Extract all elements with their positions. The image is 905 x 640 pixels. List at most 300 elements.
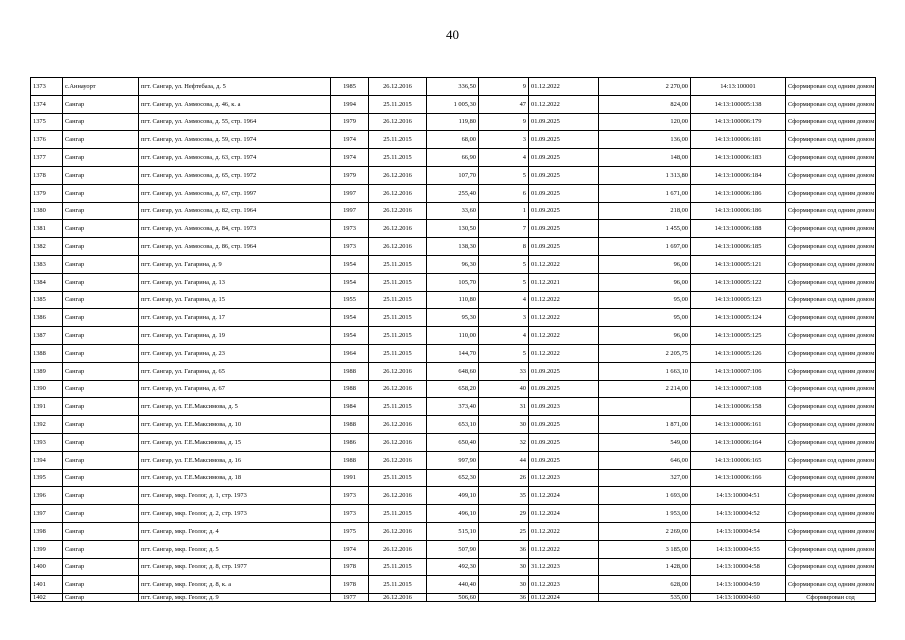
area-cell: 107,70	[427, 166, 479, 184]
cost-cell: 2 270,00	[599, 78, 691, 96]
inclusion-date-cell: 26.12.2016	[369, 220, 427, 238]
units-count-cell: 5	[479, 273, 529, 291]
build-year-cell: 1986	[331, 433, 369, 451]
row-number: 1378	[31, 166, 63, 184]
locality-cell: Сангар	[63, 309, 139, 327]
inclusion-date-cell: 26.12.2016	[369, 540, 427, 558]
locality-cell: Сангар	[63, 149, 139, 167]
cadastral-number-cell: 14:13:100006:184	[691, 166, 786, 184]
row-number: 1394	[31, 451, 63, 469]
cost-cell: 120,00	[599, 113, 691, 131]
area-cell: 1 005,30	[427, 95, 479, 113]
build-year-cell: 1955	[331, 291, 369, 309]
address-cell: пгт. Сангар, ул. Аммосова, д. 59, стр. 1974	[139, 131, 331, 149]
area-cell: 515,10	[427, 522, 479, 540]
table-row	[31, 113, 876, 131]
units-count-cell: 5	[479, 255, 529, 273]
repair-date-cell: 01.12.2024	[529, 487, 599, 505]
area-cell: 66,90	[427, 149, 479, 167]
cadastral-number-cell: 14:13:100006:166	[691, 469, 786, 487]
repair-date-cell: 01.09.2025	[529, 416, 599, 434]
area-cell: 110,80	[427, 291, 479, 309]
row-number: 1383	[31, 255, 63, 273]
table-row	[31, 238, 876, 256]
address-cell: пгт. Сангар, ул. Аммосова, д. 84, стр. 1973	[139, 220, 331, 238]
units-count-cell: 40	[479, 380, 529, 398]
area-cell: 96,30	[427, 255, 479, 273]
row-number: 1387	[31, 327, 63, 345]
table-row	[31, 202, 876, 220]
cadastral-number-cell: 14:13:100004:60	[691, 594, 786, 602]
units-count-cell: 32	[479, 433, 529, 451]
area-cell: 68,00	[427, 131, 479, 149]
inclusion-date-cell: 25.11.2015	[369, 398, 427, 416]
repair-date-cell: 01.12.2022	[529, 95, 599, 113]
locality-cell: Сангар	[63, 113, 139, 131]
cadastral-number-cell: 14:13:100007:108	[691, 380, 786, 398]
repair-date-cell: 01.09.2025	[529, 362, 599, 380]
fund-method-cell: Сформирован сод одним домом	[786, 362, 876, 380]
repair-date-cell: 01.09.2025	[529, 202, 599, 220]
cadastral-number-cell: 14:13:100006:181	[691, 131, 786, 149]
cadastral-number-cell: 14:13:100004:58	[691, 558, 786, 576]
locality-cell: с.Аннауорт	[63, 78, 139, 96]
row-number: 1380	[31, 202, 63, 220]
table-row	[31, 433, 876, 451]
cost-cell: 628,00	[599, 576, 691, 594]
units-count-cell: 30	[479, 558, 529, 576]
repair-date-cell: 01.12.2023	[529, 576, 599, 594]
fund-method-cell: Сформирован сод одним домом	[786, 327, 876, 345]
area-cell: 138,30	[427, 238, 479, 256]
cost-cell: 95,00	[599, 291, 691, 309]
repair-date-cell: 01.12.2022	[529, 291, 599, 309]
fund-method-cell: Сформирован сод одним домом	[786, 309, 876, 327]
repair-date-cell: 01.12.2022	[529, 540, 599, 558]
locality-cell: Сангар	[63, 398, 139, 416]
address-cell: пгт. Сангар, ул. Гагарина, д. 67	[139, 380, 331, 398]
cadastral-number-cell: 14:13:100006:183	[691, 149, 786, 167]
units-count-cell: 5	[479, 166, 529, 184]
fund-method-cell: Сформирован сод одним домом	[786, 131, 876, 149]
cadastral-number-cell: 14:13:100005:122	[691, 273, 786, 291]
fund-method-cell: Сформирован сод одним домом	[786, 78, 876, 96]
cadastral-number-cell: 14:13:100006:185	[691, 238, 786, 256]
repair-date-cell: 01.12.2022	[529, 522, 599, 540]
row-number: 1381	[31, 220, 63, 238]
inclusion-date-cell: 25.11.2015	[369, 95, 427, 113]
area-cell: 507,90	[427, 540, 479, 558]
cadastral-number-cell: 14:13:100005:123	[691, 291, 786, 309]
units-count-cell: 4	[479, 327, 529, 345]
inclusion-date-cell: 25.11.2015	[369, 255, 427, 273]
cadastral-number-cell: 14:13:100007:106	[691, 362, 786, 380]
address-cell: пгт. Сангар, ул. Гагарина, д. 15	[139, 291, 331, 309]
row-number: 1385	[31, 291, 63, 309]
inclusion-date-cell: 26.12.2016	[369, 522, 427, 540]
fund-method-cell: Сформирован сод одним домом	[786, 184, 876, 202]
build-year-cell: 1988	[331, 380, 369, 398]
address-cell: пгт. Сангар, ул. Аммосова, д. 86, стр. 1964	[139, 238, 331, 256]
build-year-cell: 1973	[331, 220, 369, 238]
build-year-cell: 1973	[331, 238, 369, 256]
cost-cell	[599, 398, 691, 416]
cost-cell: 535,00	[599, 594, 691, 602]
build-year-cell: 1978	[331, 576, 369, 594]
repair-date-cell: 01.09.2025	[529, 149, 599, 167]
table-row	[31, 184, 876, 202]
locality-cell: Сангар	[63, 166, 139, 184]
area-cell: 997,90	[427, 451, 479, 469]
build-year-cell: 1994	[331, 95, 369, 113]
locality-cell: Сангар	[63, 540, 139, 558]
table-row	[31, 220, 876, 238]
area-cell: 499,10	[427, 487, 479, 505]
address-cell: пгт. Сангар, мкр. Геолог, д. 4	[139, 522, 331, 540]
cadastral-number-cell: 14:13:100004:52	[691, 505, 786, 523]
cadastral-number-cell: 14:13:100004:51	[691, 487, 786, 505]
table-row	[31, 451, 876, 469]
cadastral-number-cell: 14:13:100004:54	[691, 522, 786, 540]
inclusion-date-cell: 26.12.2016	[369, 487, 427, 505]
table-row	[31, 594, 876, 602]
area-cell: 652,30	[427, 469, 479, 487]
repair-date-cell: 01.09.2025	[529, 220, 599, 238]
address-cell: пгт. Сангар, ул. Г.Е.Максимова, д. 5	[139, 398, 331, 416]
build-year-cell: 1954	[331, 255, 369, 273]
fund-method-cell: Сформирован сод одним домом	[786, 398, 876, 416]
area-cell: 653,10	[427, 416, 479, 434]
area-cell: 110,00	[427, 327, 479, 345]
address-cell: пгт. Сангар, мкр. Геолог, д. 1, стр. 1973	[139, 487, 331, 505]
table-row	[31, 487, 876, 505]
cost-cell: 327,00	[599, 469, 691, 487]
cost-cell: 1 953,00	[599, 505, 691, 523]
inclusion-date-cell: 26.12.2016	[369, 362, 427, 380]
units-count-cell: 4	[479, 149, 529, 167]
row-number: 1384	[31, 273, 63, 291]
address-cell: пгт. Сангар, ул. Аммосова, д. 65, стр. 1972	[139, 166, 331, 184]
build-year-cell: 1979	[331, 113, 369, 131]
address-cell: пгт. Сангар, мкр. Геолог, д. 8, стр. 1977	[139, 558, 331, 576]
fund-method-cell: Сформирован сод	[786, 594, 876, 602]
repair-date-cell: 01.12.2022	[529, 309, 599, 327]
locality-cell: Сангар	[63, 202, 139, 220]
row-number: 1402	[31, 594, 63, 602]
fund-method-cell: Сформирован сод одним домом	[786, 380, 876, 398]
locality-cell: Сангар	[63, 505, 139, 523]
table-row	[31, 291, 876, 309]
fund-method-cell: Сформирован сод одним домом	[786, 487, 876, 505]
cadastral-number-cell: 14:13:100006:165	[691, 451, 786, 469]
cost-cell: 646,00	[599, 451, 691, 469]
fund-method-cell: Сформирован сод одним домом	[786, 238, 876, 256]
fund-method-cell: Сформирован сод одним домом	[786, 149, 876, 167]
inclusion-date-cell: 25.11.2015	[369, 291, 427, 309]
units-count-cell: 26	[479, 469, 529, 487]
units-count-cell: 47	[479, 95, 529, 113]
fund-method-cell: Сформирован сод одним домом	[786, 291, 876, 309]
row-number: 1386	[31, 309, 63, 327]
table-row	[31, 166, 876, 184]
locality-cell: Сангар	[63, 558, 139, 576]
locality-cell: Сангар	[63, 487, 139, 505]
locality-cell: Сангар	[63, 344, 139, 362]
repair-date-cell: 01.09.2025	[529, 451, 599, 469]
repair-date-cell: 01.12.2022	[529, 78, 599, 96]
build-year-cell: 1978	[331, 558, 369, 576]
locality-cell: Сангар	[63, 433, 139, 451]
cost-cell: 2 269,00	[599, 522, 691, 540]
address-cell: пгт. Сангар, мкр. Геолог, д. 5	[139, 540, 331, 558]
units-count-cell: 1	[479, 202, 529, 220]
row-number: 1401	[31, 576, 63, 594]
table-row	[31, 95, 876, 113]
table-row	[31, 344, 876, 362]
fund-method-cell: Сформирован сод одним домом	[786, 505, 876, 523]
repair-date-cell: 01.09.2025	[529, 184, 599, 202]
fund-method-cell: Сформирован сод одним домом	[786, 469, 876, 487]
row-number: 1390	[31, 380, 63, 398]
area-cell: 336,50	[427, 78, 479, 96]
units-count-cell: 9	[479, 78, 529, 96]
area-cell: 373,40	[427, 398, 479, 416]
cost-cell: 1 428,00	[599, 558, 691, 576]
inclusion-date-cell: 25.11.2015	[369, 344, 427, 362]
cost-cell: 96,00	[599, 273, 691, 291]
units-count-cell: 3	[479, 309, 529, 327]
repair-date-cell: 01.09.2025	[529, 238, 599, 256]
inclusion-date-cell: 25.11.2015	[369, 505, 427, 523]
cadastral-number-cell: 14:13:100006:186	[691, 202, 786, 220]
cadastral-number-cell: 14:13:100004:55	[691, 540, 786, 558]
address-cell: пгт. Сангар, ул. Гагарина, д. 19	[139, 327, 331, 345]
inclusion-date-cell: 25.11.2015	[369, 273, 427, 291]
cadastral-number-cell: 14:13:100005:121	[691, 255, 786, 273]
fund-method-cell: Сформирован сод одним домом	[786, 255, 876, 273]
repair-date-cell: 01.12.2022	[529, 327, 599, 345]
units-count-cell: 31	[479, 398, 529, 416]
units-count-cell: 44	[479, 451, 529, 469]
fund-method-cell: Сформирован сод одним домом	[786, 433, 876, 451]
inclusion-date-cell: 26.12.2016	[369, 78, 427, 96]
units-count-cell: 29	[479, 505, 529, 523]
area-cell: 496,10	[427, 505, 479, 523]
units-count-cell: 6	[479, 184, 529, 202]
area-cell: 506,60	[427, 594, 479, 602]
inclusion-date-cell: 26.12.2016	[369, 416, 427, 434]
units-count-cell: 3	[479, 131, 529, 149]
area-cell: 95,30	[427, 309, 479, 327]
build-year-cell: 1988	[331, 451, 369, 469]
inclusion-date-cell: 26.12.2016	[369, 594, 427, 602]
table-row	[31, 416, 876, 434]
row-number: 1397	[31, 505, 63, 523]
row-number: 1377	[31, 149, 63, 167]
inclusion-date-cell: 26.12.2016	[369, 113, 427, 131]
table-row	[31, 540, 876, 558]
row-number: 1373	[31, 78, 63, 96]
locality-cell: Сангар	[63, 451, 139, 469]
build-year-cell: 1974	[331, 540, 369, 558]
row-number: 1395	[31, 469, 63, 487]
inclusion-date-cell: 26.12.2016	[369, 238, 427, 256]
locality-cell: Сангар	[63, 469, 139, 487]
table-row	[31, 558, 876, 576]
build-year-cell: 1985	[331, 78, 369, 96]
table-row	[31, 380, 876, 398]
units-count-cell: 35	[479, 487, 529, 505]
repair-date-cell: 01.09.2023	[529, 398, 599, 416]
table-row	[31, 398, 876, 416]
fund-method-cell: Сформирован сод одним домом	[786, 576, 876, 594]
locality-cell: Сангар	[63, 327, 139, 345]
repair-date-cell: 01.09.2025	[529, 433, 599, 451]
cost-cell: 1 871,00	[599, 416, 691, 434]
table-row	[31, 362, 876, 380]
row-number: 1393	[31, 433, 63, 451]
table-row	[31, 576, 876, 594]
locality-cell: Сангар	[63, 416, 139, 434]
cost-cell: 1 313,80	[599, 166, 691, 184]
cost-cell: 148,00	[599, 149, 691, 167]
address-cell: пгт. Сангар, мкр. Геолог, д. 2, стр. 1973	[139, 505, 331, 523]
cost-cell: 1 693,00	[599, 487, 691, 505]
locality-cell: Сангар	[63, 238, 139, 256]
table-row	[31, 131, 876, 149]
cadastral-number-cell: 14:13:100005:126	[691, 344, 786, 362]
area-cell: 144,70	[427, 344, 479, 362]
cost-cell: 549,00	[599, 433, 691, 451]
cadastral-number-cell: 14:13:100006:179	[691, 113, 786, 131]
cost-cell: 1 697,00	[599, 238, 691, 256]
fund-method-cell: Сформирован сод одним домом	[786, 95, 876, 113]
build-year-cell: 1974	[331, 131, 369, 149]
table-row	[31, 505, 876, 523]
units-count-cell: 25	[479, 522, 529, 540]
build-year-cell: 1984	[331, 398, 369, 416]
cadastral-number-cell: 14:13:100006:161	[691, 416, 786, 434]
cadastral-number-cell: 14:13:100004:59	[691, 576, 786, 594]
fund-method-cell: Сформирован сод одним домом	[786, 522, 876, 540]
address-cell: пгт. Сангар, ул. Г.Е.Максимова, д. 15	[139, 433, 331, 451]
row-number: 1396	[31, 487, 63, 505]
repair-date-cell: 01.09.2025	[529, 166, 599, 184]
address-cell: пгт. Сангар, мкр. Геолог, д. 9	[139, 594, 331, 602]
build-year-cell: 1988	[331, 362, 369, 380]
address-cell: пгт. Сангар, ул. Аммосова, д. 63, стр. 1974	[139, 149, 331, 167]
inclusion-date-cell: 26.12.2016	[369, 184, 427, 202]
table-row	[31, 327, 876, 345]
row-number: 1374	[31, 95, 63, 113]
row-number: 1376	[31, 131, 63, 149]
inclusion-date-cell: 26.12.2016	[369, 166, 427, 184]
address-cell: пгт. Сангар, ул. Гагарина, д. 13	[139, 273, 331, 291]
repair-date-cell: 01.12.2024	[529, 505, 599, 523]
table-row	[31, 309, 876, 327]
build-year-cell: 1991	[331, 469, 369, 487]
build-year-cell: 1954	[331, 273, 369, 291]
cost-cell: 3 185,00	[599, 540, 691, 558]
locality-cell: Сангар	[63, 273, 139, 291]
units-count-cell: 4	[479, 291, 529, 309]
units-count-cell: 5	[479, 344, 529, 362]
area-cell: 492,30	[427, 558, 479, 576]
build-year-cell: 1973	[331, 487, 369, 505]
build-year-cell: 1975	[331, 522, 369, 540]
area-cell: 130,50	[427, 220, 479, 238]
area-cell: 650,40	[427, 433, 479, 451]
fund-method-cell: Сформирован сод одним домом	[786, 273, 876, 291]
locality-cell: Сангар	[63, 291, 139, 309]
inclusion-date-cell: 25.11.2015	[369, 558, 427, 576]
locality-cell: Сангар	[63, 362, 139, 380]
row-number: 1379	[31, 184, 63, 202]
cadastral-number-cell: 14:13:100001	[691, 78, 786, 96]
units-count-cell: 9	[479, 113, 529, 131]
inclusion-date-cell: 26.12.2016	[369, 451, 427, 469]
repair-date-cell: 01.09.2025	[529, 131, 599, 149]
build-year-cell: 1988	[331, 416, 369, 434]
inclusion-date-cell: 26.12.2016	[369, 380, 427, 398]
units-count-cell: 36	[479, 594, 529, 602]
address-cell: пгт. Сангар, ул. Аммосова, д. 67, стр. 1997	[139, 184, 331, 202]
address-cell: пгт. Сангар, ул. Аммосова, д. 46, к. а	[139, 95, 331, 113]
area-cell: 648,60	[427, 362, 479, 380]
table-body	[31, 78, 876, 602]
row-number: 1388	[31, 344, 63, 362]
housing-registry-table	[30, 77, 876, 602]
table-row	[31, 255, 876, 273]
cost-cell: 96,00	[599, 327, 691, 345]
locality-cell: Сангар	[63, 594, 139, 602]
area-cell: 105,70	[427, 273, 479, 291]
build-year-cell: 1964	[331, 344, 369, 362]
build-year-cell: 1979	[331, 166, 369, 184]
cost-cell: 96,00	[599, 255, 691, 273]
locality-cell: Сангар	[63, 576, 139, 594]
cost-cell: 824,00	[599, 95, 691, 113]
row-number: 1392	[31, 416, 63, 434]
repair-date-cell: 01.12.2023	[529, 469, 599, 487]
row-number: 1389	[31, 362, 63, 380]
inclusion-date-cell: 25.11.2015	[369, 309, 427, 327]
inclusion-date-cell: 25.11.2015	[369, 327, 427, 345]
build-year-cell: 1977	[331, 594, 369, 602]
fund-method-cell: Сформирован сод одним домом	[786, 113, 876, 131]
fund-method-cell: Сформирован сод одним домом	[786, 202, 876, 220]
cost-cell: 1 455,00	[599, 220, 691, 238]
fund-method-cell: Сформирован сод одним домом	[786, 558, 876, 576]
repair-date-cell: 01.12.2024	[529, 594, 599, 602]
fund-method-cell: Сформирован сод одним домом	[786, 416, 876, 434]
locality-cell: Сангар	[63, 131, 139, 149]
area-cell: 119,80	[427, 113, 479, 131]
units-count-cell: 33	[479, 362, 529, 380]
cost-cell: 95,00	[599, 309, 691, 327]
address-cell: пгт. Сангар, ул. Аммосова, д. 82, стр. 1964	[139, 202, 331, 220]
table-row	[31, 78, 876, 96]
cadastral-number-cell: 14:13:100006:164	[691, 433, 786, 451]
units-count-cell: 7	[479, 220, 529, 238]
locality-cell: Сангар	[63, 220, 139, 238]
cadastral-number-cell: 14:13:100005:124	[691, 309, 786, 327]
row-number: 1399	[31, 540, 63, 558]
address-cell: пгт. Сангар, ул. Аммосова, д. 55, стр. 1964	[139, 113, 331, 131]
fund-method-cell: Сформирован сод одним домом	[786, 220, 876, 238]
inclusion-date-cell: 25.11.2015	[369, 469, 427, 487]
address-cell: пгт. Сангар, ул. Г.Е.Максимова, д. 10	[139, 416, 331, 434]
